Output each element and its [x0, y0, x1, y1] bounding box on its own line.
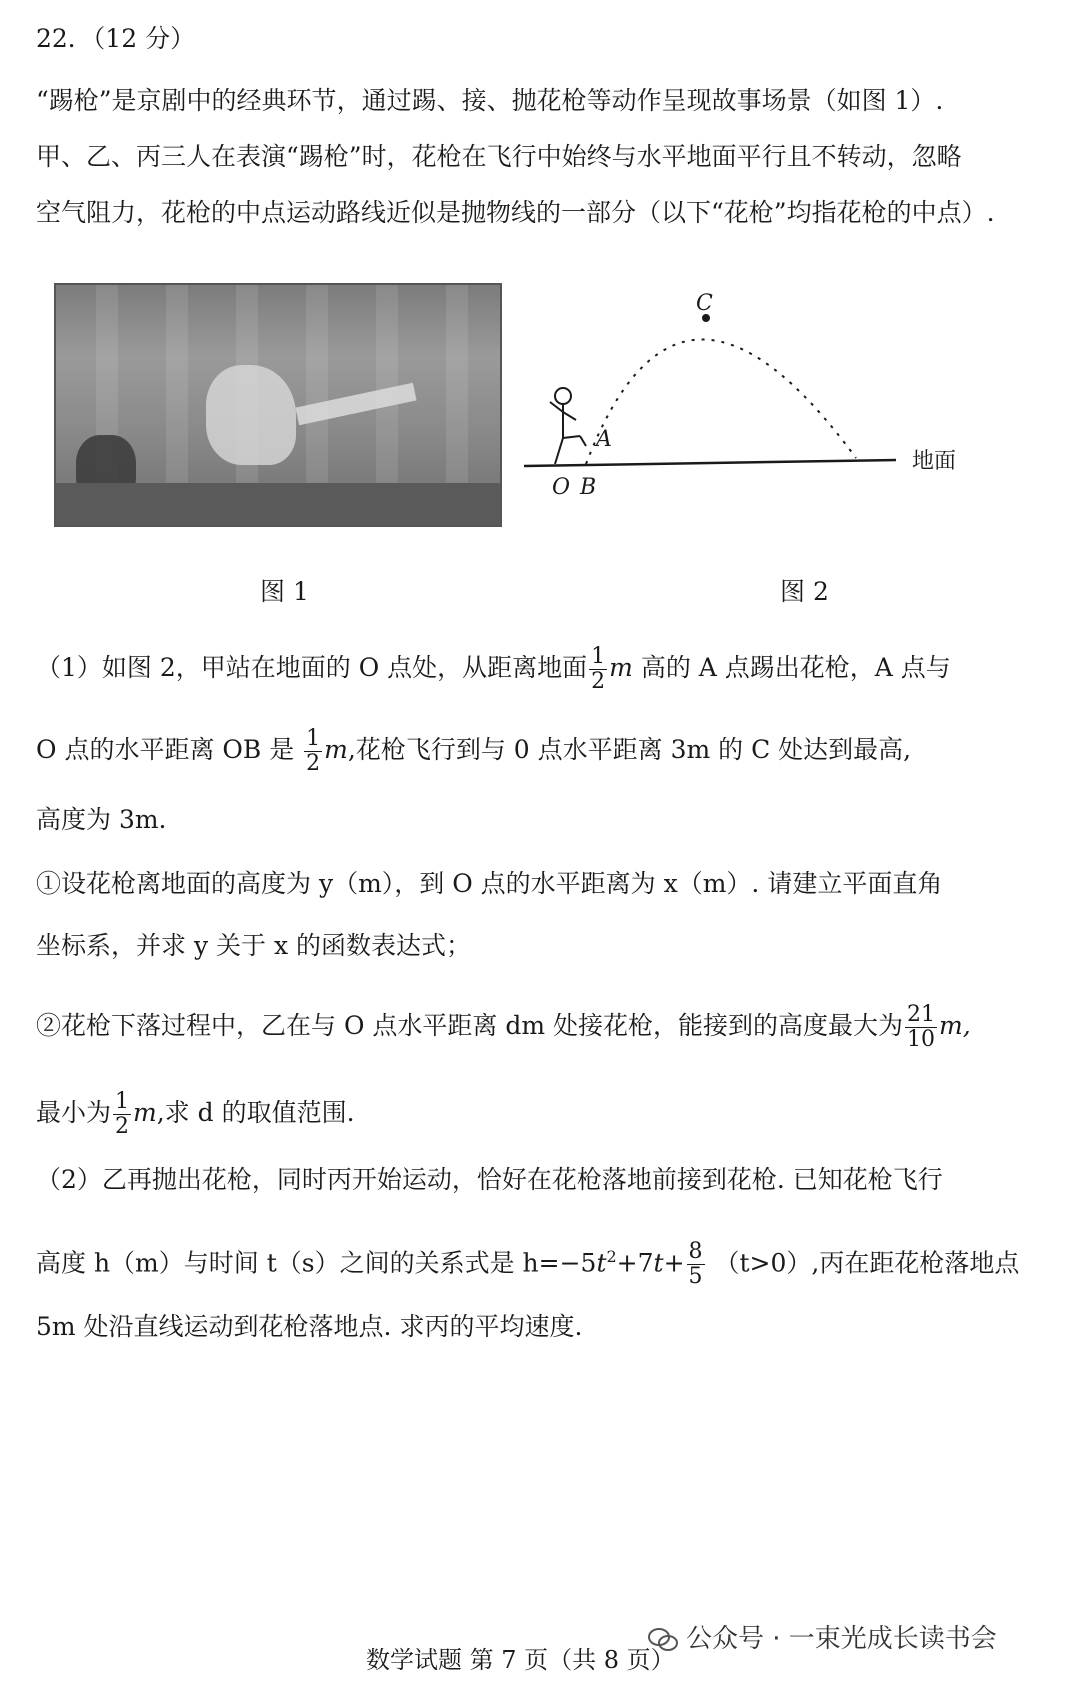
part2-line-3: 5m 处沿直线运动到花枪落地点. 求丙的平均速度. [36, 1312, 583, 1341]
part2-line-2: 高度 h（m）与时间 t（s）之间的关系式是 $h=-5t^2+7t+$ $\frac{8}{5}$ （t>0）,丙在距花枪落地点 [36, 1239, 1020, 1290]
fraction-half: $\frac{1}{2}$ [115, 1089, 130, 1139]
watermark [648, 1618, 997, 1655]
fraction-half: $\frac{1}{2}$ [306, 726, 321, 776]
watermark-text: 公众号 · 一束光成长读书会 [686, 1624, 997, 1654]
figure-2-diagram [510, 278, 980, 508]
intro-line-3: 空气阻力，花枪的中点运动路线近似是抛物线的一部分（以下“花枪”均指花枪的中点）. [36, 198, 995, 227]
part1-line-1: （1）如图 2，甲站在地面的 O 点处，从距离地面 $\frac{1}{2}$ m 高的 A 点踢出花枪，A 点与 [36, 644, 951, 694]
part2-line-1: （2）乙再抛出花枪，同时丙开始运动，恰好在花枪落地前接到花枪. 已知花枪飞行 [36, 1165, 943, 1194]
q1-line-1: ①设花枪离地面的高度为 y（m），到 O 点的水平距离为 x（m）. 请建立平面直角 [36, 869, 943, 898]
intro-line-2: 甲、乙、丙三人在表演“踢枪”时，花枪在飞行中始终与水平地面平行且不转动，忽略 [36, 142, 962, 171]
q2-line-1: ②花枪下落过程中，乙在与 O 点水平距离 dm 处接花枪，能接到的高度最大为 $\frac{21}{10}$ m, [36, 1002, 971, 1052]
label-C: C [696, 291, 713, 316]
label-A: A [596, 427, 612, 452]
figure-2-caption: 图 2 [780, 577, 829, 606]
page-footer: 数学试题 第 7 页（共 8 页） [366, 1646, 675, 1674]
label-ground: 地面 [912, 449, 957, 474]
fraction-21-10: $\frac{21}{10}$ [907, 1002, 935, 1052]
ground-line [524, 460, 896, 466]
label-B: B [580, 475, 597, 500]
figure-1-photo [54, 283, 502, 527]
trajectory-path [586, 339, 856, 464]
q1-line-2: 坐标系，并求 y 关于 x 的函数表达式； [36, 931, 472, 960]
label-O: O [552, 475, 571, 500]
q2-line-2: 最小为 $\frac{1}{2}$ m,求 d 的取值范围. [36, 1089, 355, 1139]
question-header: 22．（12 分） [36, 24, 196, 53]
part1-line-3: 高度为 3m. [36, 805, 167, 834]
part1-line-2: O 点的水平距离 OB 是 $\frac{1}{2}$ m,花枪飞行到与 0 点水平距离 3m 的 C 处达到最高, [36, 726, 912, 776]
fraction-half: $\frac{1}{2}$ [591, 644, 606, 694]
figure-1-caption: 图 1 [260, 577, 309, 606]
intro-line-1: “踢枪”是京剧中的经典环节，通过踢、接、抛花枪等动作呈现故事场景（如图 1）. [36, 86, 944, 115]
stick-figure-icon [550, 388, 586, 464]
fraction-8-5: $\frac{8}{5}$ [688, 1239, 703, 1290]
